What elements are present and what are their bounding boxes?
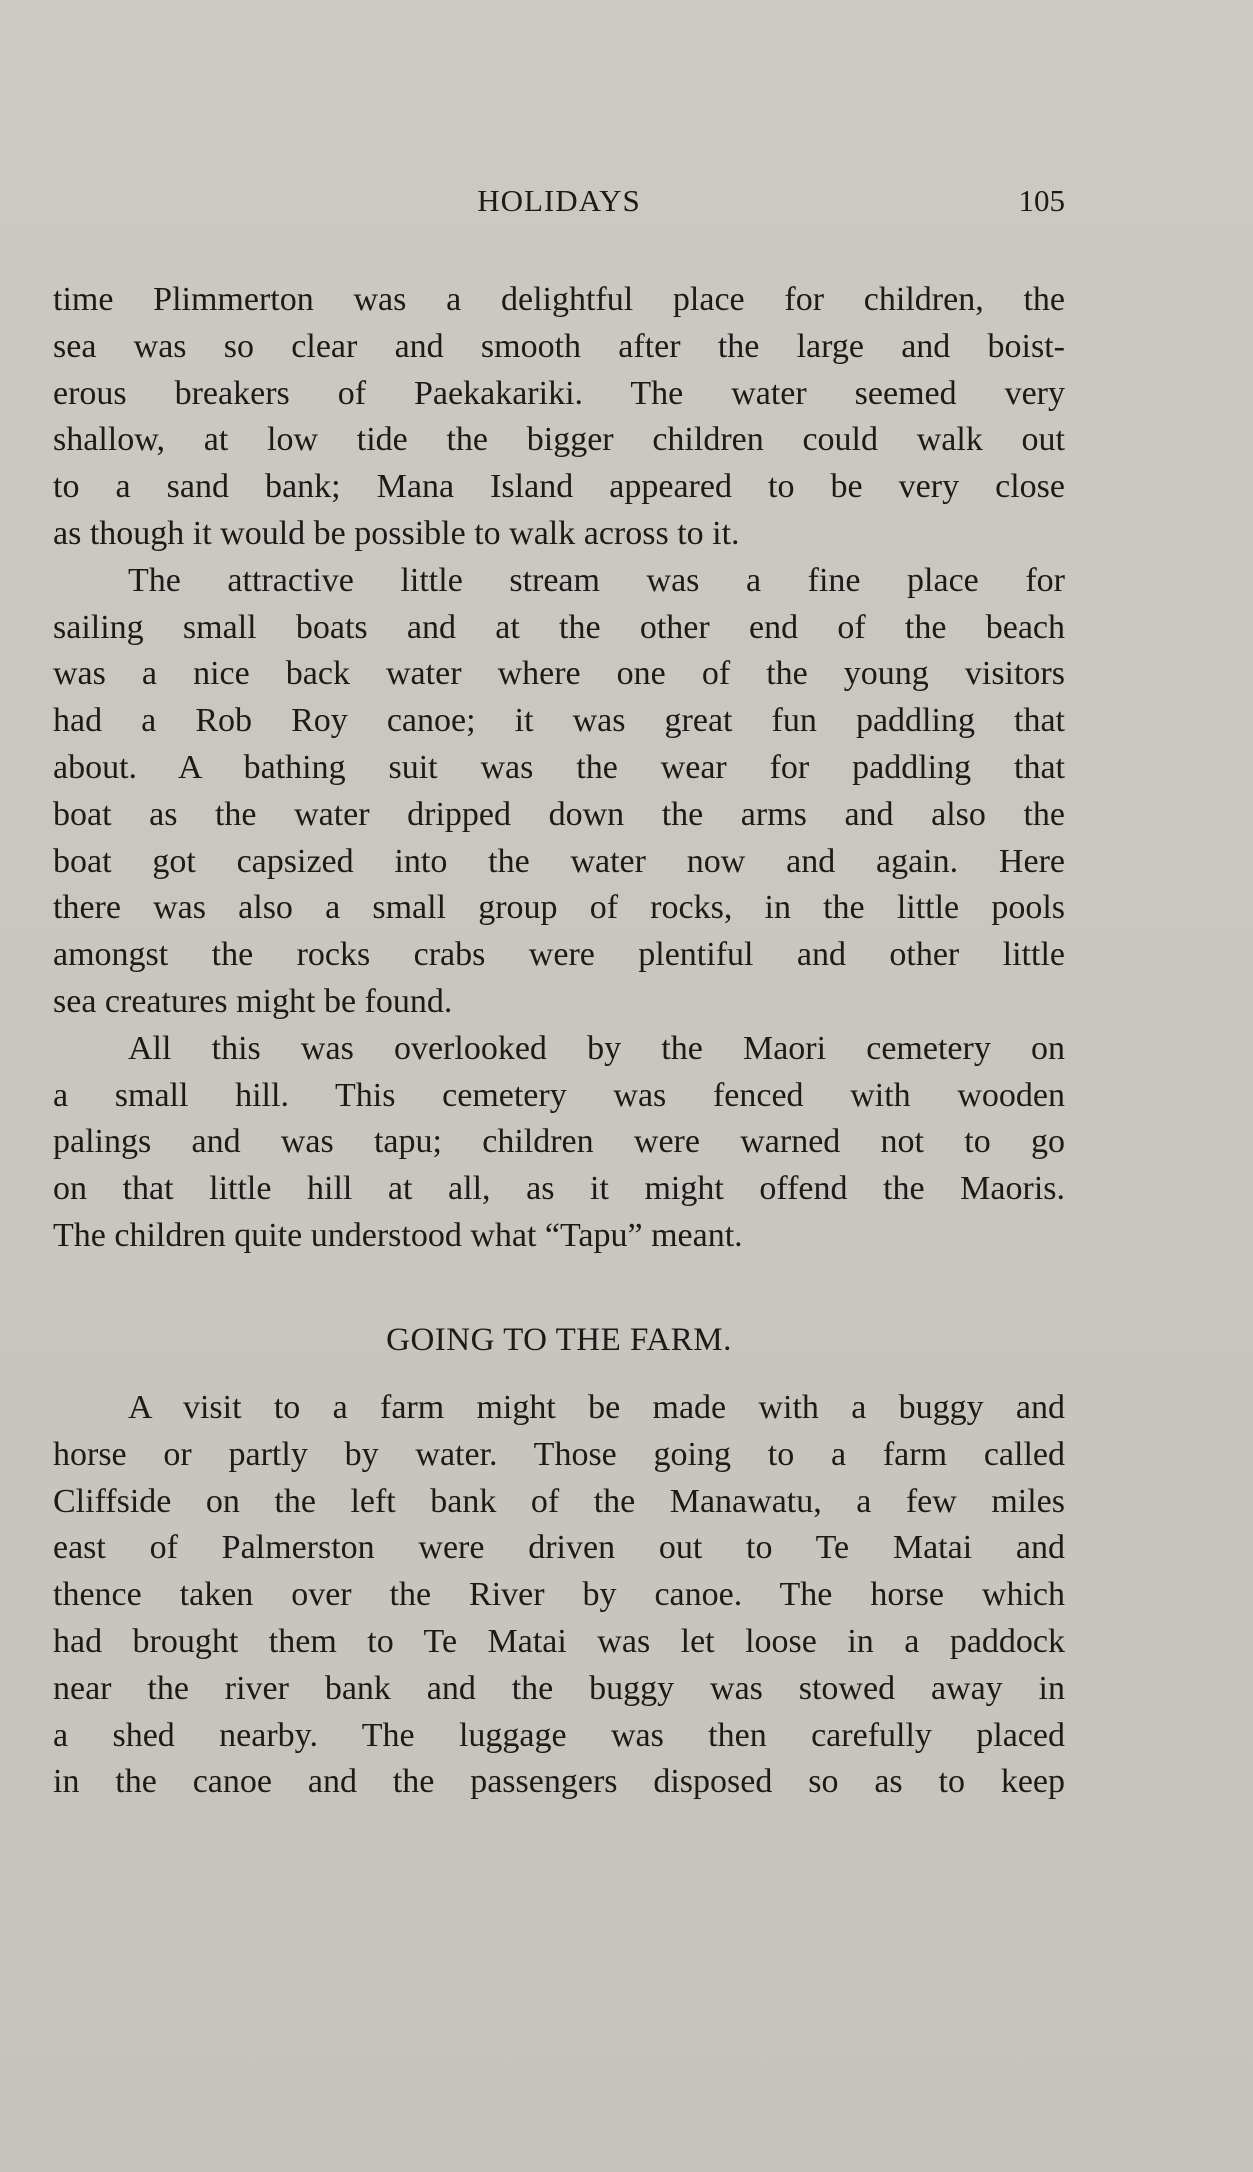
text-line: The attractive little stream was a fine place for [128,561,1065,599]
section-text [53,1385,1065,1806]
text-line: A visit to a farm might be made with a buggy and [128,1389,1065,1426]
text-line: Cliffside on the left bank of the Manawatu, a few miles [53,1482,1065,1520]
text-line: east of Palmerston were driven out to Te Matai and [53,1529,1065,1567]
text-line: near the river bank and the buggy was stowed away in [53,1669,1065,1707]
text-line: sea was so clear and smooth after the large and boist- [53,327,1065,365]
text-line: amongst the rocks crabs were plentiful and other little [53,936,1065,974]
text-line: as though it would be possible to walk across to it. [53,514,740,552]
paragraph-1 [53,277,1065,558]
paragraph-2 [53,558,1065,1026]
page-number: 105 [1018,183,1065,218]
text-line: horse or partly by water. Those going to a farm called [53,1435,1065,1473]
text-line: had brought them to Te Matai was let loose in a paddock [53,1622,1065,1660]
text-line: time Plimmerton was a delightful place for children, the [53,281,1065,318]
text-line: there was also a small group of rocks, in the little pools [53,889,1065,927]
text-line: a small hill. This cemetery was fenced with wooden [53,1076,1065,1114]
text-line: boat as the water dripped down the arms and also the [53,795,1065,833]
text-line: thence taken over the River by canoe. The horse which [53,1576,1065,1614]
running-head [53,183,1065,233]
text-line: to a sand bank; Mana Island appeared to be very close [53,468,1065,506]
text-line: had a Rob Roy canoe; it was great fun paddling that [53,702,1065,740]
text-line: erous breakers of Paekakariki. The water seemed very [53,374,1065,412]
text-line: about. A bathing suit was the wear for paddling that [53,748,1065,786]
paragraph-3 [53,1026,1065,1260]
text-line: on that little hill at all, as it might offend the Maoris. [53,1170,1065,1208]
text-line: The children quite understood what “Tapu” meant. [53,1216,743,1254]
running-title: HOLIDAYS [477,183,641,218]
text-line: in the canoe and the passengers disposed so as to keep [53,1763,1065,1801]
text-line: was a nice back water where one of the young visitors [53,655,1065,693]
text-line: All this was overlooked by the Maori cemetery on [128,1029,1065,1067]
text-line: shallow, at low tide the bigger children could walk out [53,421,1065,459]
text-line: sea creatures might be found. [53,982,453,1020]
text-line: a shed nearby. The luggage was then carefully placed [53,1716,1065,1754]
text-line: palings and was tapu; children were warned not to go [53,1123,1065,1161]
body-text [53,277,1065,1260]
text-line: boat got capsized into the water now and again. Here [53,842,1065,880]
section-heading: GOING TO THE FARM. [386,1322,732,1358]
text-line: sailing small boats and at the other end of the beach [53,608,1065,646]
